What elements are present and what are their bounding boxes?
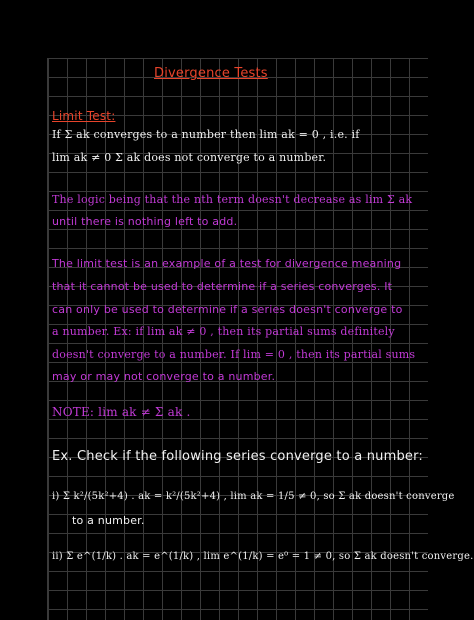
divergence-para-line-1: The limit test is an example of a test for divergence meaning xyxy=(52,257,402,270)
divergence-para-line-6: may or may not converge to a number. xyxy=(52,370,276,383)
example-1-line-2: to a number. xyxy=(72,514,145,527)
logic-line-1: The logic being that the nth term doesn't decrease as lim Σ ak xyxy=(52,193,413,206)
limit-line-1: If Σ ak converges to a number then lim ak = 0 , i.e. if xyxy=(52,128,360,141)
limit-test-heading: Limit Test: xyxy=(52,109,116,123)
limit-line-2: lim ak ≠ 0 Σ ak does not converge to a number. xyxy=(52,151,327,164)
notebook-page xyxy=(47,58,474,620)
example-1-line-1: i) Σ k²/(5k²+4) . ak = k²/(5k²+4) , lim ak = 1/5 ≠ 0, so Σ ak doesn't converge xyxy=(52,491,455,502)
divergence-para-line-2: that it cannot be used to determine if a series converges. It xyxy=(52,280,393,293)
note: NOTE: lim ak ≠ Σ ak . xyxy=(52,405,191,419)
page-title: Divergence Tests xyxy=(154,66,268,81)
divergence-para-line-5: doesn't converge to a number. If lim = 0 , then its partial sums xyxy=(52,348,416,361)
examples-heading: Ex. Check if the following series converge to a number: xyxy=(52,449,423,464)
example-2-line-1: ii) Σ e^(1/k) . ak = e^(1/k) , lim e^(1/k) = e⁰ = 1 ≠ 0, so Σ ak doesn't converge. xyxy=(52,551,474,562)
divergence-para-line-4: a number. Ex: if lim ak ≠ 0 , then its partial sums definitely xyxy=(52,325,395,338)
logic-line-2: until there is nothing left to add. xyxy=(52,215,238,228)
divergence-para-line-3: can only be used to determine if a series doesn't converge to xyxy=(52,303,403,316)
